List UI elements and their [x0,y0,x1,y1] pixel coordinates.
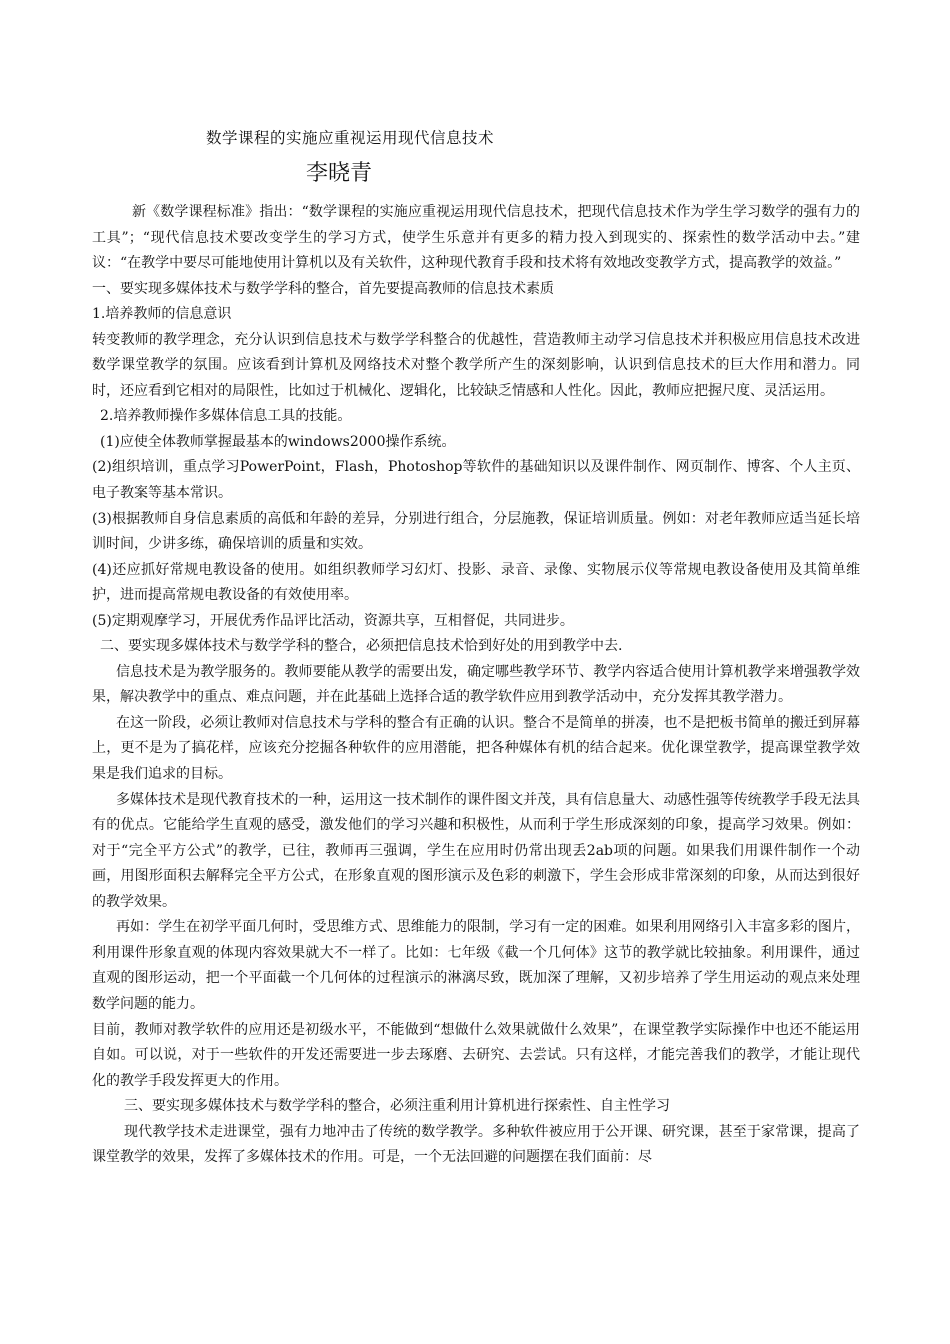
intro-paragraph: 新《数学课程标准》指出：“数学课程的实施应重视运用现代信息技术，把现代信息技术作为学生学习数学的强有力的工具”；“现代信息技术要改变学生的学习方式，使学生乐意并有更多的精力投入到现实的、探索性的数学活动中去。”建议：“在教学中要尽可能地使用计算机以及有关软件，这种现代教育手段和技术将有效地改变教学方式，提高教学的效益。” [92,204,860,272]
paragraph: 转变教师的教学理念，充分认识到信息技术与数学学科整合的优越性，营造教师主动学习信息技术并积极应用信息技术改进数学课堂教学的氛围。应该看到计算机及网络技术对整个教学所产生的深刻影响，认识到信息技术的巨大作用和潜力。同时，还应看到它相对的局限性，比如过于机械化、逻辑化，比较缺乏情感和人性化。因此，教师应把握尺度、灵活运用。 [92,331,860,399]
paragraph: 在这一阶段，必须让教师对信息技术与学科的整合有正确的认识。整合不是简单的拼凑，也不是把板书简单的搬迁到屏幕上，更不是为了搞花样，应该充分挖掘各种软件的应用潜能，把各种媒体有机的结合起来。优化课堂教学，提高课堂教学效果是我们追求的目标。 [92,714,860,783]
document-body [92,200,860,1171]
document-author: 李晓青 [306,161,373,186]
list-item: (3)根据教师自身信息素质的高低和年龄的差异，分别进行组合，分层施教，保证培训质量。例如：对老年教师应适当延长培训时间，少讲多练，确保培训的质量和实效。 [92,510,860,553]
list-item: (1)应使全体教师掌握最基本的windows2000操作系统。 [100,433,456,450]
paragraph: 信息技术是为教学服务的。教师要能从教学的需要出发，确定哪些教学环节、教学内容适合使用计算机教学来增强教学效果，解决教学中的重点、难点问题，并在此基础上选择合适的教学软件应用到教学活动中，充分发挥其教学潜力。 [92,663,860,706]
list-item: (2)组织培训，重点学习PowerPoint，Flash，Photoshop等软件的基础知识以及课件制作、网页制作、博客、个人主页、电子教案等基本常识。 [92,459,860,502]
document-title: 数学课程的实施应重视运用现代信息技术 [206,129,495,147]
paragraph: 再如：学生在初学平面几何时，受思维方式、思维能力的限制，学习有一定的困难。如果利用网络引入丰富多彩的图片，利用课件形象直观的体现内容效果就大不一样了。比如：七年级《截一个几何体》这节的教学就比较抽象。利用课件，通过直观的图形运动，把一个平面截一个几何体的过程演示的淋漓尽致，既加深了理解，又初步培养了学生用运动的观点来处理数学问题的能力。 [92,919,860,1012]
section-heading-1: 一、要实现多媒体技术与数学学科的整合，首先要提高教师的信息技术素质 [92,280,554,297]
subheading-1-1: 1.培养教师的信息意识 [92,306,232,323]
list-item: (5)定期观摩学习，开展优秀作品评比活动，资源共享，互相督促，共同进步。 [92,612,574,629]
section-heading-3: 三、要实现多媒体技术与数学学科的整合，必须注重利用计算机进行探索性、自主性学习 [124,1098,670,1115]
subheading-1-2: 2.培养教师操作多媒体信息工具的技能。 [100,408,352,425]
paragraph: 多媒体技术是现代教育技术的一种，运用这一技术制作的课件图文并茂，具有信息量大、动感性强等传统教学手段无法具有的优点。它能给学生直观的感受，激发他们的学习兴趣和积极性，从而利于学生形成深刻的印象，提高学习效果。例如：对于“完全平方公式”的教学，已往，教师再三强调，学生在应用时仍常出现丢2ab项的问题。如果我们用课件制作一个动画，用图形面积去解释完全平方公式，在形象直观的图形演示及色彩的刺激下，学生会形成非常深刻的印象，从而达到很好的教学效果。 [92,791,860,910]
section-heading-2: 二、要实现多媒体技术与数学学科的整合，必须把信息技术恰到好处的用到教学中去. [100,638,623,655]
paragraph: 目前，教师对教学软件的应用还是初级水平，不能做到“想做什么效果就做什么效果”，在课堂教学实际操作中也还不能运用自如。可以说，对于一些软件的开发还需要进一步去琢磨、去研究、去尝试。只有这样，才能完善我们的教学，才能让现代化的教学手段发挥更大的作用。 [92,1021,860,1089]
paragraph: 现代教学技术走进课堂，强有力地冲击了传统的数学教学。多种软件被应用于公开课、研究课，甚至于家常课，提高了课堂教学的效果，发挥了多媒体技术的作用。可是，一个无法回避的问题摆在我们面前：尽 [92,1123,860,1166]
list-item: (4)还应抓好常规电教设备的使用。如组织教师学习幻灯、投影、录音、录像、实物展示仪等常规电教设备使用及其简单维护，进而提高常规电教设备的有效使用率。 [92,561,860,604]
